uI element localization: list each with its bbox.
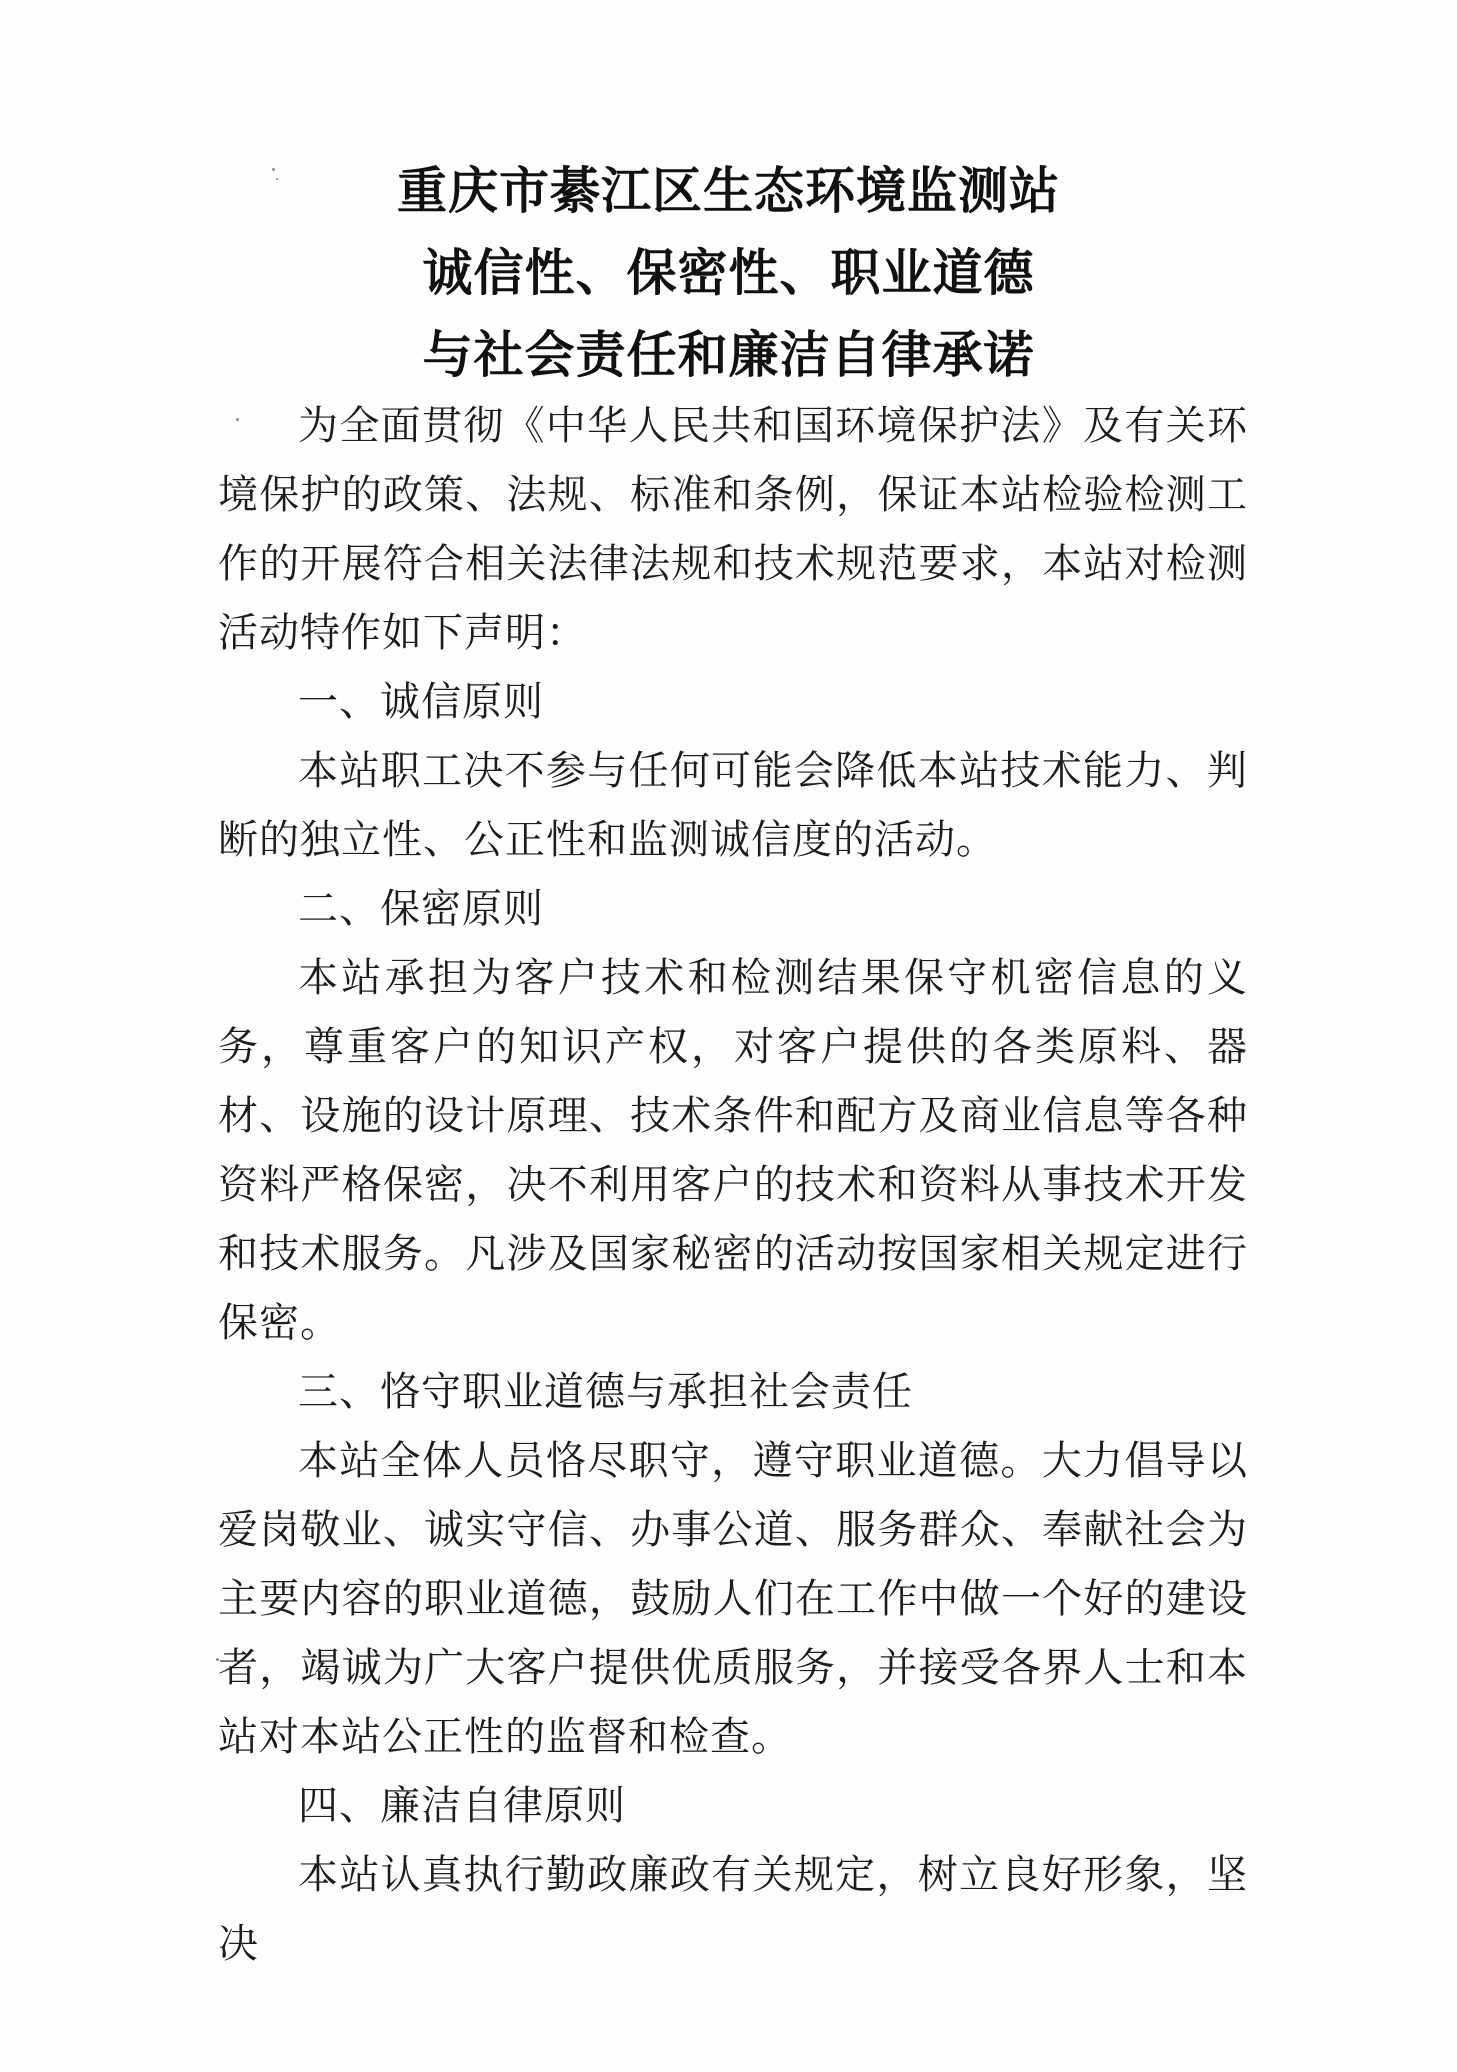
section-body-confidentiality: 本站承担为客户技术和检测结果保守机密信息的义务，尊重客户的知识产权，对客户提供的各类原料、器材、设施的设计原理、技术条件和配方及商业信息等各种资料严格保密，决不利用客户的技术和资料从事技术开发和技术服务。凡涉及国家秘密的活动按国家相关规定进行保密。 — [218, 955, 1248, 1346]
section-heading-integrity: 一、诚信原则 — [298, 679, 544, 725]
section-heading-ethics: 三、恪守职业道德与承担社会责任 — [298, 1369, 913, 1415]
section-heading-self-discipline: 四、廉洁自律原则 — [298, 1783, 626, 1829]
section-body-integrity: 本站职工决不参与任何可能会降低本站技术能力、判断的独立性、公正性和监测诚信度的活动。 — [218, 748, 1248, 863]
section-heading-confidentiality: 二、保密原则 — [298, 886, 544, 932]
title-line-1: 重庆市綦江区生态环境监测站 — [397, 162, 1060, 220]
intro-paragraph: 为全面贯彻《中华人民共和国环境保护法》及有关环境保护的政策、法规、标准和条例，保证本站检验检测工作的开展符合相关法律法规和技术规范要求，本站对检测活动特作如下声明： — [218, 403, 1248, 656]
section-body-ethics: 本站全体人员恪尽职守，遵守职业道德。大力倡导以爱岗敬业、诚实守信、办事公道、服务群众、奉献社会为主要内容的职业道德，鼓励人们在工作中做一个好的建设者，竭诚为广大客户提供优质服务，并接受各界人士和本站对本站公正性的监督和检查。 — [218, 1438, 1248, 1760]
title-line-3: 与社会责任和廉洁自律承诺 — [422, 326, 1035, 384]
title-line-2: 诚信性、保密性、职业道德 — [422, 244, 1035, 302]
document-title — [0, 150, 1457, 396]
section-body-self-discipline: 本站认真执行勤政廉政有关规定，树立良好形象，坚决 — [218, 1852, 1248, 1967]
document-body — [218, 392, 1248, 1979]
